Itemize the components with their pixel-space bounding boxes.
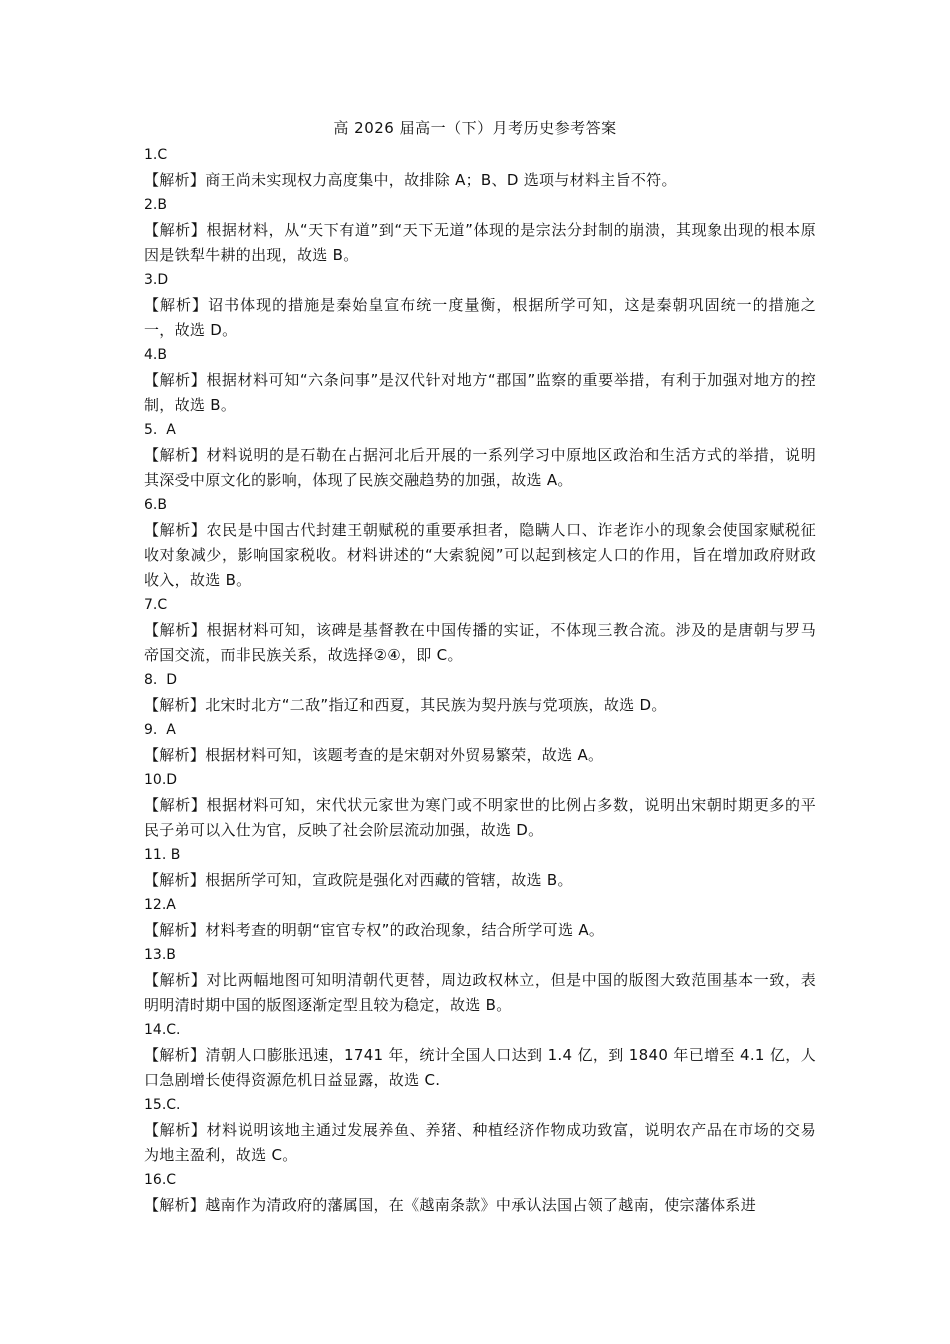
answer-number: 7.C — [144, 597, 168, 613]
answer-number: 16.C — [144, 1172, 177, 1188]
answer-item-7 — [144, 593, 816, 668]
answer-number: 3.D — [144, 272, 169, 288]
answer-number: 12.A — [144, 897, 176, 913]
answer-explanation: 【解析】对比两幅地图可知明清朝代更替，周边政权林立，但是中国的版图大致范围基本一致，表明明清时期中国的版图逐渐定型且较为稳定，故选 B。 — [144, 971, 816, 1014]
answer-item-9 — [144, 718, 816, 768]
answer-number: 8. D — [144, 672, 178, 688]
answer-explanation: 【解析】根据材料，从“天下有道”到“天下无道”体现的是宗法分封制的崩溃，其现象出现的根本原因是铁犁牛耕的出现，故选 B。 — [144, 221, 816, 264]
answer-number: 4.B — [144, 347, 167, 363]
answer-item-14 — [144, 1018, 816, 1093]
answer-item-16 — [144, 1168, 816, 1218]
answer-number: 11. B — [144, 847, 181, 863]
answer-number: 2.B — [144, 197, 167, 213]
answer-number: 15.C. — [144, 1097, 181, 1113]
answer-number: 14.C. — [144, 1022, 181, 1038]
answer-number: 6.B — [144, 497, 167, 513]
answer-number: 13.B — [144, 947, 176, 963]
answer-number: 9. A — [144, 722, 176, 738]
answer-explanation: 【解析】根据所学可知，宣政院是强化对西藏的管辖，故选 B。 — [144, 871, 573, 889]
answer-item-15 — [144, 1093, 816, 1168]
answer-item-10 — [144, 768, 816, 843]
answer-explanation: 【解析】根据材料可知“六条问事”是汉代针对地方“郡国”监察的重要举措，有利于加强对地方的控制，故选 B。 — [144, 371, 816, 414]
answer-explanation: 【解析】诏书体现的措施是秦始皇宣布统一度量衡，根据所学可知，这是秦朝巩固统一的措施之一，故选 D。 — [144, 296, 816, 339]
answer-explanation: 【解析】根据材料可知，该题考查的是宋朝对外贸易繁荣，故选 A。 — [144, 746, 604, 764]
answer-explanation: 【解析】材料说明的是石勒在占据河北后开展的一系列学习中原地区政治和生活方式的举措，说明其深受中原文化的影响，体现了民族交融趋势的加强，故选 A。 — [144, 446, 816, 489]
answer-number: 5. A — [144, 422, 176, 438]
answer-explanation: 【解析】北宋时北方“二敌”指辽和西夏，其民族为契丹族与党项族，故选 D。 — [144, 696, 667, 714]
answer-explanation: 【解析】材料考查的明朝“宦官专权”的政治现象，结合所学可选 A。 — [144, 921, 605, 939]
document-title: 高 2026 届高一（下）月考历史参考答案 — [333, 119, 617, 137]
answer-number: 10.D — [144, 772, 178, 788]
answer-item-11 — [144, 843, 816, 893]
answer-explanation: 【解析】清朝人口膨胀迅速，1741 年，统计全国人口达到 1.4 亿，到 1840 年已增至 4.1 亿，人口急剧增长使得资源危机日益显露，故选 C. — [144, 1046, 816, 1089]
answer-item-8 — [144, 668, 816, 718]
answer-item-6 — [144, 493, 816, 593]
answer-item-12 — [144, 893, 816, 943]
answer-item-2 — [144, 193, 816, 268]
answer-item-4 — [144, 343, 816, 418]
answer-explanation: 【解析】农民是中国古代封建王朝赋税的重要承担者，隐瞒人口、诈老诈小的现象会使国家赋税征收对象减少，影响国家税收。材料讲述的“大索貌阅”可以起到核定人口的作用，旨在增加政府财政收入，故选 B。 — [144, 521, 816, 589]
answer-item-13 — [144, 943, 816, 1018]
answer-item-1 — [144, 143, 816, 193]
answer-explanation: 【解析】越南作为清政府的藩属国，在《越南条款》中承认法国占领了越南，使宗藩体系进 — [144, 1196, 757, 1214]
answer-explanation: 【解析】根据材料可知，宋代状元家世为寒门或不明家世的比例占多数，说明出宋朝时期更多的平民子弟可以入仕为官，反映了社会阶层流动加强，故选 D。 — [144, 796, 816, 839]
answer-explanation: 【解析】材料说明该地主通过发展养鱼、养猪、种植经济作物成功致富，说明农产品在市场的交易为地主盈利，故选 C。 — [144, 1121, 816, 1164]
answer-item-5 — [144, 418, 816, 493]
answer-item-3 — [144, 268, 816, 343]
answer-explanation: 【解析】根据材料可知，该碑是基督教在中国传播的实证，不体现三教合流。涉及的是唐朝与罗马帝国交流，而非民族关系，故选择②④，即 C。 — [144, 621, 816, 664]
answer-number: 1.C — [144, 147, 168, 163]
answer-explanation: 【解析】商王尚未实现权力高度集中，故排除 A；B、D 选项与材料主旨不符。 — [144, 171, 677, 189]
answer-list — [144, 143, 816, 1218]
